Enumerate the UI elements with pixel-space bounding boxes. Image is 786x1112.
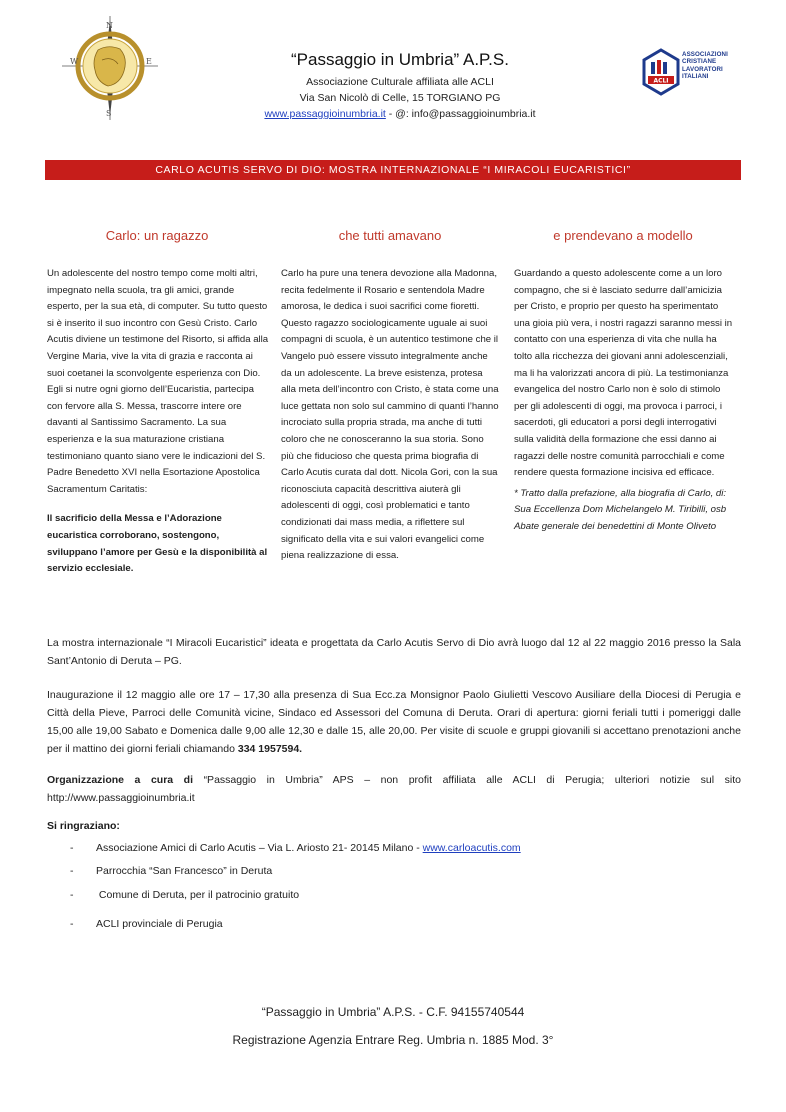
acli-name: ASSOCIAZIONI CRISTIANE LAVORATORI ITALIANI <box>682 51 728 81</box>
address-line: Via San Nicolò di Celle, 15 TORGIANO PG <box>299 92 501 104</box>
organization-details <box>240 74 560 122</box>
column-1 <box>47 266 269 578</box>
footer-fiscal-code: “Passaggio in Umbria” A.P.S. - C.F. 94155740544 <box>261 1005 525 1019</box>
column-heading-3: e prendevano a modello <box>553 228 693 243</box>
exhibition-banner: CARLO ACUTIS SERVO DI DIO: MOSTRA INTERNAZIONALE “I MIRACOLI EUCARISTICI” <box>45 160 741 180</box>
svg-text:E: E <box>146 57 152 66</box>
organization-paragraph: Organizzazione a cura di “Passaggio in Umbria” APS – non profit affiliata alle ACLI di Perugia; ulteriori notizie sul sito http://www.passaggioinumbria.it <box>47 774 741 804</box>
thanks-item: - Comune di Deruta, per il patrocinio gratuito <box>70 889 300 901</box>
association-logo <box>62 16 158 120</box>
svg-text:S: S <box>106 109 112 118</box>
column-3-note: * Tratto dalla prefazione, alla biografia di Carlo, di: Sua Eccellenza Dom Michelangelo M. Tiribilli, osb Abate generale dei benedettini di Monte Oliveto <box>514 487 727 532</box>
email-text: - @: info@passaggioinumbria.it <box>385 108 536 120</box>
column-heading-2: che tutti amavano <box>338 228 442 243</box>
column-heading-1: Carlo: un ragazzo <box>105 228 209 243</box>
footer-registration: Registrazione Agenzia Entrare Reg. Umbria n. 1885 Mod. 3° <box>232 1033 554 1047</box>
exhibition-paragraph: La mostra internazionale “I Miracoli Eucaristici” ideata e progettata da Carlo Acutis Servo di Dio avrà luogo dal 12 al 22 maggio 2016 presso la Sala Sant’Antonio di Deruta – PG. <box>47 637 741 667</box>
affiliation-line: Associazione Culturale affiliata alle ACLI <box>306 76 494 88</box>
contact-line <box>240 106 560 122</box>
thanks-item: - Parrocchia “San Francesco” in Deruta <box>70 865 273 877</box>
column-2-text: Carlo ha pure una tenera devozione alla Madonna, recita fedelmente il Rosario e sentendola Madre amorosa, le dedica i suoi sacrifici come fioretti. Questo ragazzo sociologicamente uguale ai suoi compagni di scuola, è un autentico testimone che il Vangelo può essere vissuto integralmente anche da un adolescente. La breve esistenza, protesa alla meta dell’incontro con Cristo, è stata come una luce gettata non solo sul cammino di quanti l’hanno incrociato sulla propria strada, ma anche di tutti coloro che ne conosceranno la sua storia. Sono più che fiducioso che questa prima biografia di Carlo Acutis curata dal dott. Nicola Gori, con la sua riconosciuta capacità descrittiva aiuterà gli adolescenti di oggi, così problematici e tanto condizionati dai mass media, a riflettere sul significato della vita e sui valori evangelici come piena realizzazione di essa. <box>281 268 499 562</box>
phone-number: 334 1957594. <box>237 743 303 755</box>
website-link[interactable]: www.passaggioinumbria.it <box>264 108 386 120</box>
svg-text:W: W <box>70 57 79 66</box>
inauguration-paragraph: Inaugurazione il 12 maggio alle ore 17 – 17,30 alla presenza di Sua Ecc.za Monsignor Paolo Giulietti Vescovo Ausiliare della Diocesi di Perugia e Città della Pieve, Parroci delle Comunità vicine, Sindaco ed Assessori del Comuna di Deruta. Orari di apertura: giorni feriali tutti i pomeriggi dalle 15,00 alle 19,00 Sabato e Domenica dalle 9,00 alle 12,30 e dalle 15, alle 20,00. Per visite di scuole e gruppi giovanili si accettano prenotazioni anche per il mattino dei giorni feriali chiamando 334 1957594. <box>47 689 741 755</box>
carloacutis-link[interactable]: www.carloacutis.com <box>422 842 521 854</box>
svg-text:N: N <box>106 21 113 30</box>
column-3 <box>514 266 736 536</box>
svg-text:ACLI: ACLI <box>653 77 669 85</box>
column-1-text: Un adolescente del nostro tempo come molti altri, impegnato nella scuola, tra gli amici, grande esperto, per la sua età, di computer. Su tutto questo si è inserito il suo incontro con Gesù Cristo. Carlo Acutis diviene un testimone del Risorto, si affida alla Vergine Maria, vive la vita di grazia e racconta ai suoi coetanei la sconvolgente esperienza con Dio. Egli si nutre ogni giorno dell’Eucaristia, partecipa con fervore alla S. Messa, trascorre intere ore davanti al Santissimo Sacramento. La sua esperienza e la sua maturazione cristiana testimoniano quanto siano vere le indicazioni del S. Padre Benedetto XVI nella Esortazione Apostolica Sacramentum Caritatis: <box>47 268 269 495</box>
column-1-quote: Il sacrificio della Messa e l’Adorazione eucaristica corroborano, sostengono, sviluppano l’amore per Gesù e la disponibilità al servizio ecclesiale. <box>47 513 268 575</box>
thanks-item: - ACLI provinciale di Perugia <box>70 918 223 930</box>
thanks-heading: Si ringraziano: <box>47 820 120 832</box>
acli-logo <box>640 48 770 104</box>
thanks-item: - Associazione Amici di Carlo Acutis – Via L. Ariosto 21- 20145 Milano - www.carloacutis.com <box>70 842 521 854</box>
organization-title: “Passaggio in Umbria” A.P.S. <box>291 50 509 69</box>
column-3-text: Guardando a questo adolescente come a un loro compagno, che si è lasciato sedurre dall’amicizia per Cristo, e proprio per questo ha sperimentato una gioia più vera, i nostri ragazzi saranno messi in contatto con una esperienza di vita che nulla ha tolto alla ricchezza dei giovani anni adolescenziali, ma li ha valorizzati ancora di più. La testimonianza evangelica del nostro Carlo non è solo di stimolo per gli adolescenti di oggi, ma provoca i parroci, i sacerdoti, gli educatori a porsi degli interrogativi sulla validità della formazione che essi danno ai ragazzi delle nostre comunità parrocchiali e come rendere questa formazione incisiva ed efficace. <box>514 268 733 479</box>
column-2 <box>281 266 499 565</box>
